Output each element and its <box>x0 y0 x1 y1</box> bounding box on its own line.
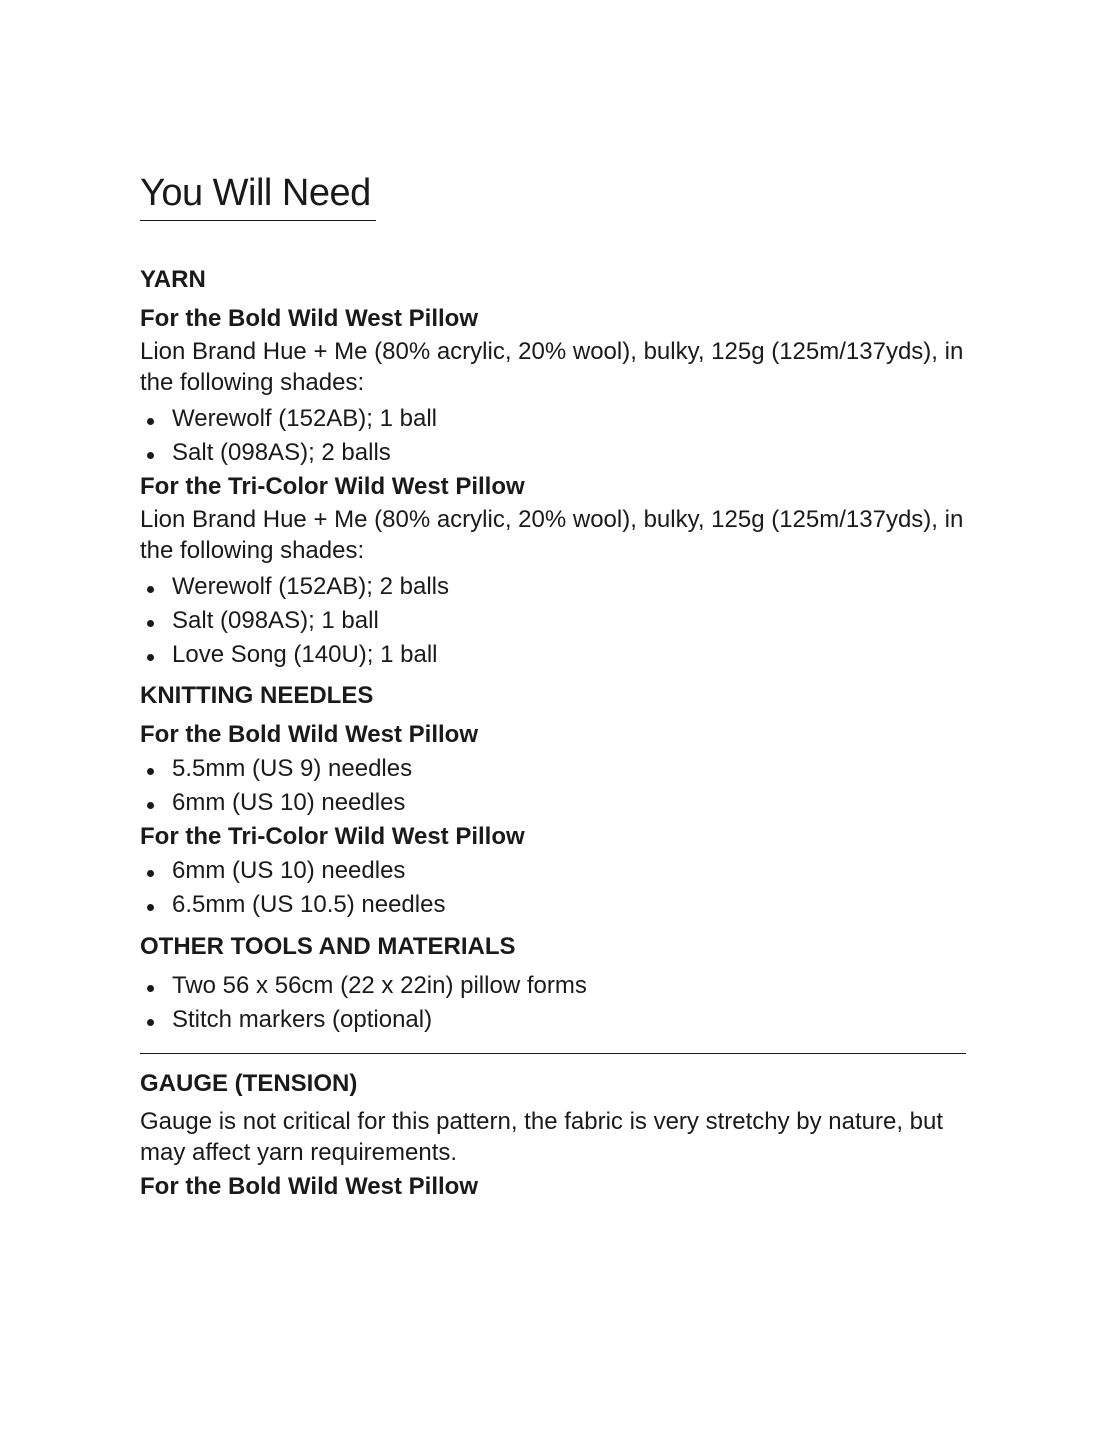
yarn-bold-description: Lion Brand Hue + Me (80% acrylic, 20% wool), bulky, 125g (125m/137yds), in the following shades: <box>140 338 964 396</box>
needles-tricolor-list <box>140 854 970 922</box>
list-item: Two 56 x 56cm (22 x 22in) pillow forms <box>140 969 970 1003</box>
list-item: 5.5mm (US 9) needles <box>140 752 970 786</box>
page-title: You Will Need <box>140 172 371 214</box>
list-item: Werewolf (152AB); 2 balls <box>140 570 970 604</box>
gauge-heading: GAUGE (TENSION) <box>140 1070 358 1097</box>
list-item: Love Song (140U); 1 ball <box>140 638 970 672</box>
needles-bold-list <box>140 752 970 820</box>
tools-list <box>140 969 970 1037</box>
yarn-tricolor-heading: For the Tri-Color Wild West Pillow <box>140 473 525 500</box>
needles-heading: KNITTING NEEDLES <box>140 682 374 709</box>
list-item: Salt (098AS); 2 balls <box>140 436 970 470</box>
yarn-tricolor-list <box>140 570 970 672</box>
needles-bold-heading: For the Bold Wild West Pillow <box>140 721 479 748</box>
list-item: Werewolf (152AB); 1 ball <box>140 402 970 436</box>
yarn-bold-heading: For the Bold Wild West Pillow <box>140 305 479 332</box>
yarn-bold-list <box>140 402 970 470</box>
yarn-heading: YARN <box>140 266 206 293</box>
list-item: Salt (098AS); 1 ball <box>140 604 970 638</box>
yarn-tricolor-description: Lion Brand Hue + Me (80% acrylic, 20% wool), bulky, 125g (125m/137yds), in the following shades: <box>140 506 964 564</box>
gauge-bold-heading: For the Bold Wild West Pillow <box>140 1173 479 1200</box>
tools-heading: OTHER TOOLS AND MATERIALS <box>140 933 516 960</box>
list-item: 6mm (US 10) needles <box>140 854 970 888</box>
list-item: 6mm (US 10) needles <box>140 786 970 820</box>
list-item: Stitch markers (optional) <box>140 1003 970 1037</box>
needles-tricolor-heading: For the Tri-Color Wild West Pillow <box>140 823 525 850</box>
list-item: 6.5mm (US 10.5) needles <box>140 888 970 922</box>
title-underline <box>140 220 376 221</box>
materials-content <box>140 262 970 1204</box>
gauge-description: Gauge is not critical for this pattern, the fabric is very stretchy by nature, but may affect yarn requirements. <box>140 1108 944 1166</box>
